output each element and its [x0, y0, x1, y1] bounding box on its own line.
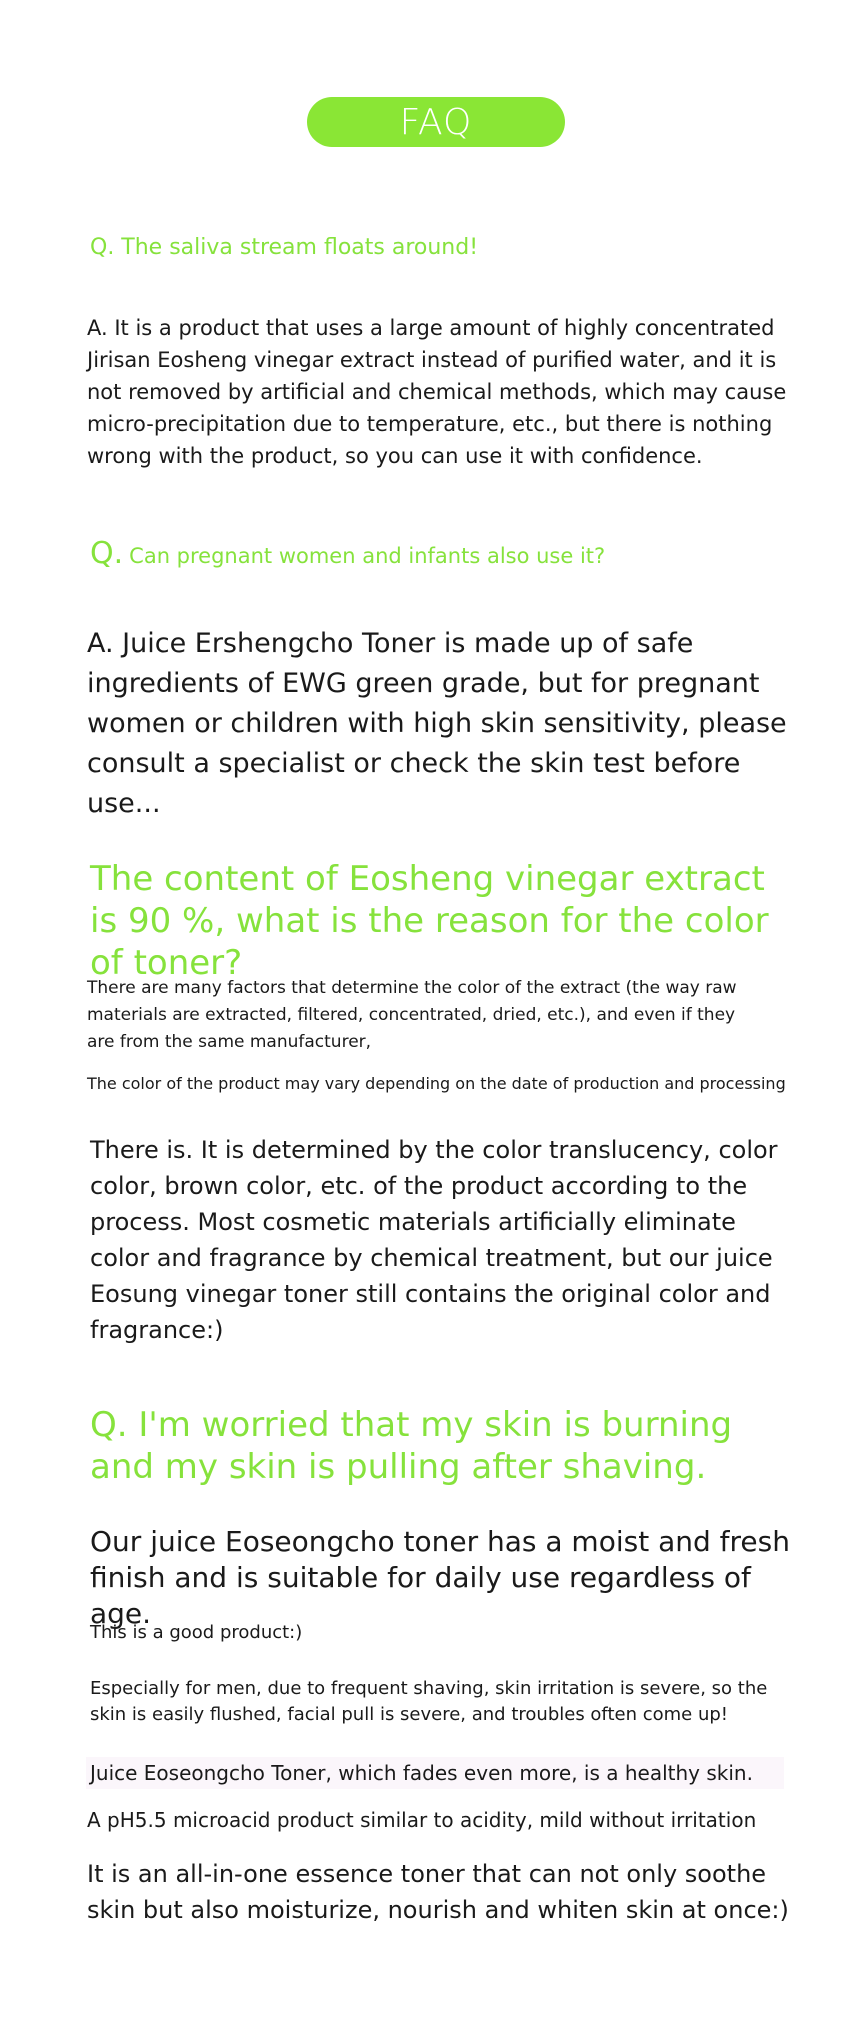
- question-3: The content of Eosheng vinegar extract is 90 %, what is the reason for the color of toner?: [90, 859, 769, 983]
- answer-4c: Especially for men, due to frequent shaving, skin irritation is severe, so the skin is easily flushed, facial pull is severe, and troubles often come up!: [90, 1678, 768, 1725]
- answer-3a: There are many factors that determine the color of the extract (the way raw materials are extracted, filtered, concentrated, dried, etc.), and even if they are from the same manufacturer,: [87, 978, 737, 1052]
- answer-4a: Our juice Eoseongcho toner has a moist and fresh finish and is suitable for daily use regardless of age.: [90, 1525, 790, 1630]
- question-2: [90, 536, 610, 571]
- answer-1: A. It is a product that uses a large amount of highly concentrated Jirisan Eosheng vinegar extract instead of purified water, and it is not removed by artificial and chemical methods, which may cause micro-precipitation due to temperature, etc., but there is nothing wrong with the product, so you can use it with confidence.: [87, 316, 787, 468]
- answer-4f: It is an all-in-one essence toner that can not only soothe skin but also moisturize, nourish and whiten skin at once:): [87, 1860, 789, 1924]
- faq-title: FAQ: [399, 101, 473, 143]
- question-4: Q. I'm worried that my skin is burning and my skin is pulling after shaving.: [90, 1405, 733, 1487]
- question-2-prefix: Q.: [90, 536, 124, 571]
- answer-4e: A pH5.5 microacid product similar to acidity, mild without irritation: [87, 1808, 757, 1832]
- question-2-text: Can pregnant women and infants also use it?: [129, 544, 606, 568]
- question-1: Q. The saliva stream floats around!: [90, 235, 479, 260]
- answer-3b: The color of the product may vary depending on the date of production and processing: [87, 1074, 786, 1093]
- answer-2: A. Juice Ershengcho Toner is made up of safe ingredients of EWG green grade, but for pregnant women or children with high skin sensitivity, please consult a specialist or check the skin test before use...: [87, 628, 787, 819]
- faq-header-pill: [307, 97, 565, 147]
- answer-4d: Juice Eoseongcho Toner, which fades even more, is a healthy skin.: [86, 1757, 784, 1789]
- answer-3c: There is. It is determined by the color translucency, color color, brown color, etc. of the product according to the process. Most cosmetic materials artificially eliminate color and fragrance by chemical treatment, but our juice Eosung vinegar toner still contains the original color and fragrance:): [90, 1136, 778, 1344]
- answer-4b: This is a good product:): [90, 1622, 303, 1643]
